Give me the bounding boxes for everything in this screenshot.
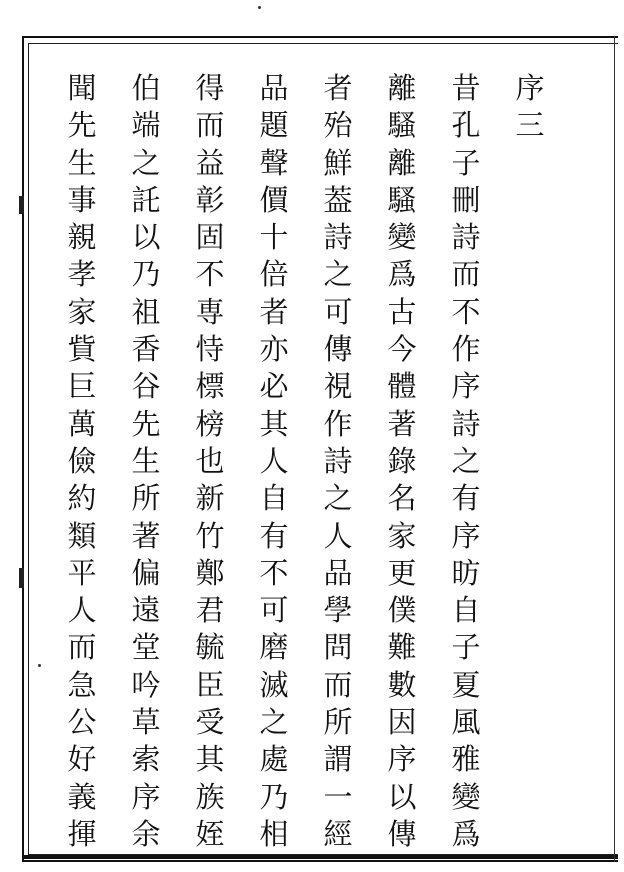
text-column-5: 得而益彰固不専恃標榜也新竹鄭君毓臣受其族姪 bbox=[195, 71, 225, 851]
text-column-2: 離騷離騷變爲古今體著錄名家更僕難數因序以傳 bbox=[387, 71, 417, 851]
text-column-6: 伯端之託以乃祖香谷先生所著偏遠堂吟草索序余 bbox=[131, 71, 161, 851]
text-column-heading: 序三 bbox=[515, 71, 545, 143]
text-column-4: 品題聲價十倍者亦必其人自有不可磨滅之處乃相 bbox=[259, 71, 289, 851]
text-column-7: 聞先生事親孝家貲巨萬儉約類平人而急公好義揮 bbox=[67, 71, 97, 851]
speck bbox=[38, 664, 41, 667]
right-margin-line bbox=[614, 36, 615, 862]
text-column-1: 昔孔子刪詩而不作序詩之有序昉自子夏風雅變爲 bbox=[451, 71, 481, 851]
bottom-border-rule bbox=[22, 855, 618, 859]
text-column-3: 者殆鮮葢詩之可傳視作詩之人品學問而所謂一經 bbox=[323, 71, 353, 851]
binding-mark-bottom bbox=[19, 568, 24, 588]
speck bbox=[258, 6, 261, 9]
binding-mark-top bbox=[19, 196, 24, 214]
